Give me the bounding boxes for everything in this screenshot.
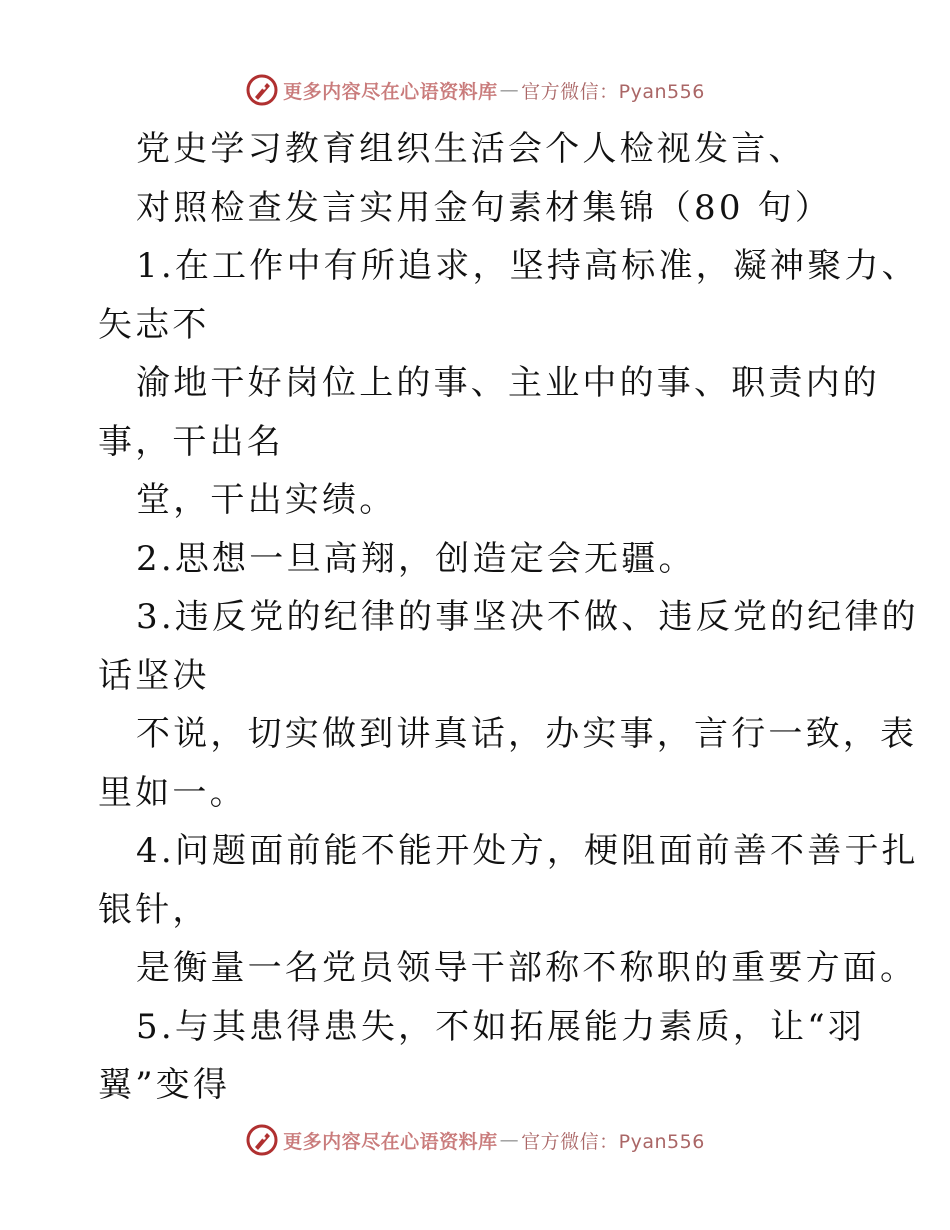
body-line: 3.违反党的纪律的事坚决不做、违反党的纪律的 [136,597,919,637]
body-line: 里如一。 [98,772,247,813]
fountain-pen-logo-icon [245,73,279,107]
banner-separator: — [499,1129,520,1151]
banner-text [283,1127,705,1154]
banner-main-text: 更多内容尽在心语资料库 [283,1130,498,1153]
document-title-line-1: 党史学习教育组织生活会个人检视发言、 [136,129,806,169]
body-line: 渝地干好岗位上的事、主业中的事、职责内的 [136,363,880,403]
body-line: 2.思想一旦高翔，创造定会无疆。 [136,538,696,579]
body-line: 不说，切实做到讲真话，办实事，言行一致，表 [136,714,918,754]
banner-wechat-text: 官方微信：Pyan556 [521,1130,705,1153]
banner-wechat-text: 官方微信：Pyan556 [521,80,705,103]
header-banner [0,70,950,110]
banner-separator: — [499,79,520,101]
body-line: 5.与其患得患失，不如拓展能力素质，让“羽 [136,1006,866,1047]
body-line: 事，干出名 [98,421,284,462]
fountain-pen-logo-icon [245,1123,279,1157]
document-body [98,120,919,1115]
body-line: 是衡量一名党员领导干部称不称职的重要方面。 [136,948,918,988]
banner-text [283,77,705,104]
body-line: 1.在工作中有所追求，坚持高标准，凝神聚力、 [136,246,919,286]
body-line: 4.问题面前能不能开处方，梗阻面前善不善于扎 [136,831,919,871]
body-line: 话坚决 [98,655,210,696]
body-line: 银针， [98,889,210,930]
body-line: 翼”变得 [98,1065,231,1105]
footer-banner [0,1120,950,1160]
document-title-line-2: 对照检查发言实用金句素材集锦（80 句） [136,187,833,228]
body-line: 堂，干出实绩。 [136,480,397,520]
body-line: 矢志不 [98,304,210,345]
banner-main-text: 更多内容尽在心语资料库 [283,80,498,103]
